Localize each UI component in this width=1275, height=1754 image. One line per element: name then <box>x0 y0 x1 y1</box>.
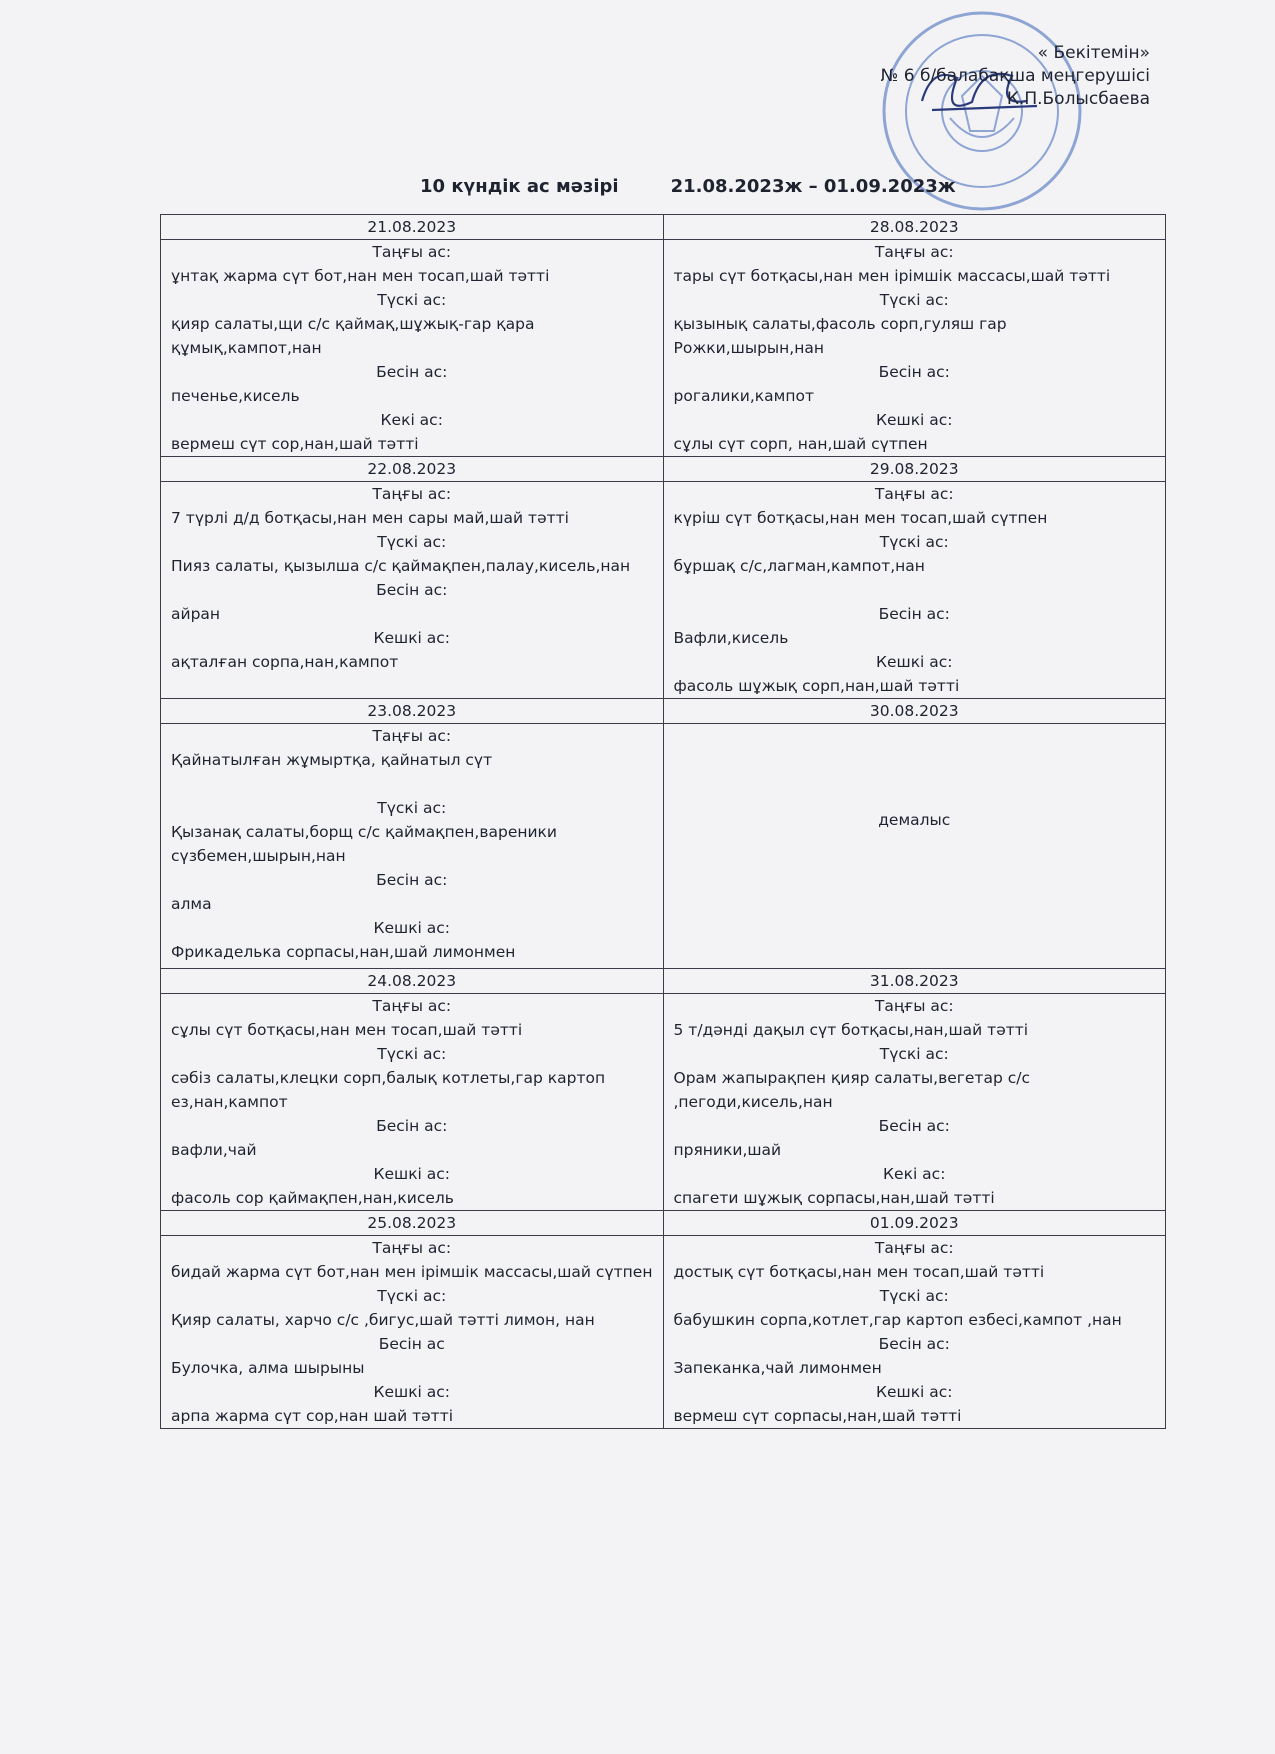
dinner-title: Кешкі ас: <box>875 653 953 671</box>
lunch-title: Түскі ас: <box>377 1045 447 1063</box>
breakfast-items: бидай жарма сүт бот,нан мен ірімшік массасы,шай сүтпен <box>171 1263 653 1281</box>
breakfast-items: тары сүт ботқасы,нан мен ірімшік массасы,шай тәтті <box>673 267 1111 285</box>
menu-title: 10 күндік ас мәзірі <box>420 176 619 197</box>
lunch-items: Қияр салаты, харчо с/с ,бигус,шай тәтті лимон, нан <box>171 1311 595 1329</box>
dinner-items: фасоль шұжық сорп,нан,шай тәтті <box>673 677 960 695</box>
page-title <box>420 176 956 197</box>
lunch-items: Орам жапырақпен қияр салаты,вегетар с/с ,пегоди,кисель,нан <box>673 1069 1030 1111</box>
menu-table <box>160 214 1166 1429</box>
dinner-items: Фрикаделька сорпасы,нан,шай лимонмен <box>171 943 516 961</box>
date-cell: 24.08.2023 <box>161 969 664 994</box>
day-menu-cell <box>161 994 664 1211</box>
snack-items: Булочка, алма шырыны <box>171 1359 365 1377</box>
breakfast-title: Таңғы ас: <box>372 485 452 503</box>
menu-row <box>161 724 1166 969</box>
menu-row <box>161 240 1166 457</box>
dinner-items: ақталған сорпа,нан,кампот <box>171 653 399 671</box>
approval-block <box>780 42 1150 111</box>
date-cell: 25.08.2023 <box>161 1211 664 1236</box>
lunch-items: Қызанақ салаты,борщ с/с қаймақпен,вареники сүзбемен,шырын,нан <box>171 823 557 865</box>
breakfast-title: Таңғы ас: <box>372 997 452 1015</box>
day-menu-cell <box>663 240 1166 457</box>
breakfast-items: достық сүт ботқасы,нан мен тосап,шай тәтті <box>673 1263 1045 1281</box>
snack-title: Бесін ас: <box>376 581 448 599</box>
day-menu-cell <box>161 482 664 699</box>
lunch-title: Түскі ас: <box>879 533 949 551</box>
dinner-items: арпа жарма сүт сор,нан шай тәтті <box>171 1407 454 1425</box>
date-row <box>161 1211 1166 1236</box>
breakfast-items: 7 түрлі д/д ботқасы,нан мен сары май,шай тәтті <box>171 509 569 527</box>
snack-items: рогалики,кампот <box>673 387 815 405</box>
snack-items: печенье,кисель <box>171 387 300 405</box>
breakfast-title: Таңғы ас: <box>874 997 954 1015</box>
date-cell: 31.08.2023 <box>663 969 1166 994</box>
dinner-title: Кекі ас: <box>883 1165 946 1183</box>
dinner-title: Кешкі ас: <box>373 1165 451 1183</box>
lunch-title: Түскі ас: <box>879 291 949 309</box>
approval-position: № 6 б/балабақша меңгерушісі <box>880 66 1150 86</box>
snack-items: алма <box>171 895 212 913</box>
breakfast-title: Таңғы ас: <box>874 1239 954 1257</box>
spacer <box>674 578 1156 602</box>
breakfast-items: ұнтақ жарма сүт бот,нан мен тосап,шай тәтті <box>171 267 550 285</box>
lunch-title: Түскі ас: <box>377 1287 447 1305</box>
breakfast-title: Таңғы ас: <box>874 485 954 503</box>
snack-title: Бесін ас <box>378 1335 445 1353</box>
lunch-items: қызынық салаты,фасоль сорп,гуляш гар Рожки,шырын,нан <box>673 315 1007 357</box>
day-menu-cell <box>663 482 1166 699</box>
lunch-title: Түскі ас: <box>377 533 447 551</box>
breakfast-title: Таңғы ас: <box>372 727 452 745</box>
dinner-title: Кешкі ас: <box>875 411 953 429</box>
dinner-items: вермеш сүт сорпасы,нан,шай тәтті <box>673 1407 962 1425</box>
lunch-items: бұршақ с/с,лагман,кампот,нан <box>673 557 925 575</box>
day-menu-cell <box>663 1236 1166 1429</box>
dinner-title: Кешкі ас: <box>373 629 451 647</box>
day-menu-cell <box>161 240 664 457</box>
lunch-title: Түскі ас: <box>377 799 447 817</box>
day-menu-cell <box>663 994 1166 1211</box>
date-cell: 23.08.2023 <box>161 699 664 724</box>
date-row <box>161 699 1166 724</box>
snack-title: Бесін ас: <box>878 1117 950 1135</box>
lunch-items: қияр салаты,щи с/с қаймақ,шұжық-гар қара құмық,кампот,нан <box>171 315 535 357</box>
lunch-items: сәбіз салаты,клецки сорп,балық котлеты,гар картоп ез,нан,кампот <box>171 1069 606 1111</box>
dinner-items: вермеш сүт сор,нан,шай тәтті <box>171 435 419 453</box>
breakfast-items: сұлы сүт ботқасы,нан мен тосап,шай тәтті <box>171 1021 523 1039</box>
lunch-title: Түскі ас: <box>879 1045 949 1063</box>
dinner-title: Кешкі ас: <box>373 919 451 937</box>
dinner-title: Кешкі ас: <box>373 1383 451 1401</box>
dinner-title: Кекі ас: <box>380 411 443 429</box>
breakfast-items: күріш сүт ботқасы,нан мен тосап,шай сүтпен <box>673 509 1048 527</box>
lunch-items: бабушкин сорпа,котлет,гар картоп езбесі,кампот ,нан <box>673 1311 1122 1329</box>
snack-items: вафли,чай <box>171 1141 257 1159</box>
breakfast-title: Таңғы ас: <box>372 243 452 261</box>
snack-title: Бесін ас: <box>878 605 950 623</box>
snack-title: Бесін ас: <box>376 871 448 889</box>
snack-items: Вафли,кисель <box>673 629 789 647</box>
snack-items: Запеканка,чай лимонмен <box>673 1359 882 1377</box>
breakfast-title: Таңғы ас: <box>874 243 954 261</box>
day-menu-cell <box>161 1236 664 1429</box>
date-cell: 29.08.2023 <box>663 457 1166 482</box>
holiday-label: демалыс <box>878 811 951 829</box>
snack-title: Бесін ас: <box>878 363 950 381</box>
dinner-items: фасоль сор қаймақпен,нан,кисель <box>171 1189 454 1207</box>
date-row <box>161 215 1166 240</box>
dinner-items: сұлы сүт сорп, нан,шай сүтпен <box>673 435 928 453</box>
approval-name: К.П.Болысбаева <box>1006 89 1150 109</box>
day-menu-cell <box>663 724 1166 969</box>
menu-row <box>161 482 1166 699</box>
date-cell: 01.09.2023 <box>663 1211 1166 1236</box>
approval-title: « Бекітемін» <box>1037 43 1150 63</box>
snack-items: айран <box>171 605 221 623</box>
breakfast-title: Таңғы ас: <box>372 1239 452 1257</box>
date-cell: 22.08.2023 <box>161 457 664 482</box>
snack-title: Бесін ас: <box>878 1335 950 1353</box>
date-range: 21.08.2023ж – 01.09.2023ж <box>670 176 956 197</box>
dinner-title: Кешкі ас: <box>875 1383 953 1401</box>
lunch-items: Пияз салаты, қызылша с/с қаймақпен,палау,кисель,нан <box>171 557 631 575</box>
date-cell: 30.08.2023 <box>663 699 1166 724</box>
day-menu-cell <box>161 724 664 969</box>
date-cell: 28.08.2023 <box>663 215 1166 240</box>
snack-items: пряники,шай <box>673 1141 782 1159</box>
date-cell: 21.08.2023 <box>161 215 664 240</box>
spacer <box>171 772 653 796</box>
lunch-title: Түскі ас: <box>879 1287 949 1305</box>
menu-row <box>161 994 1166 1211</box>
dinner-items: спагети шұжық сорпасы,нан,шай тәтті <box>673 1189 995 1207</box>
lunch-title: Түскі ас: <box>377 291 447 309</box>
date-row <box>161 457 1166 482</box>
date-row <box>161 969 1166 994</box>
snack-title: Бесін ас: <box>376 1117 448 1135</box>
menu-row <box>161 1236 1166 1429</box>
snack-title: Бесін ас: <box>376 363 448 381</box>
breakfast-items: 5 т/дәнді дақыл сүт ботқасы,нан,шай тәтті <box>673 1021 1029 1039</box>
breakfast-items: Қайнатылған жұмыртқа, қайнатыл сүт <box>171 751 493 769</box>
